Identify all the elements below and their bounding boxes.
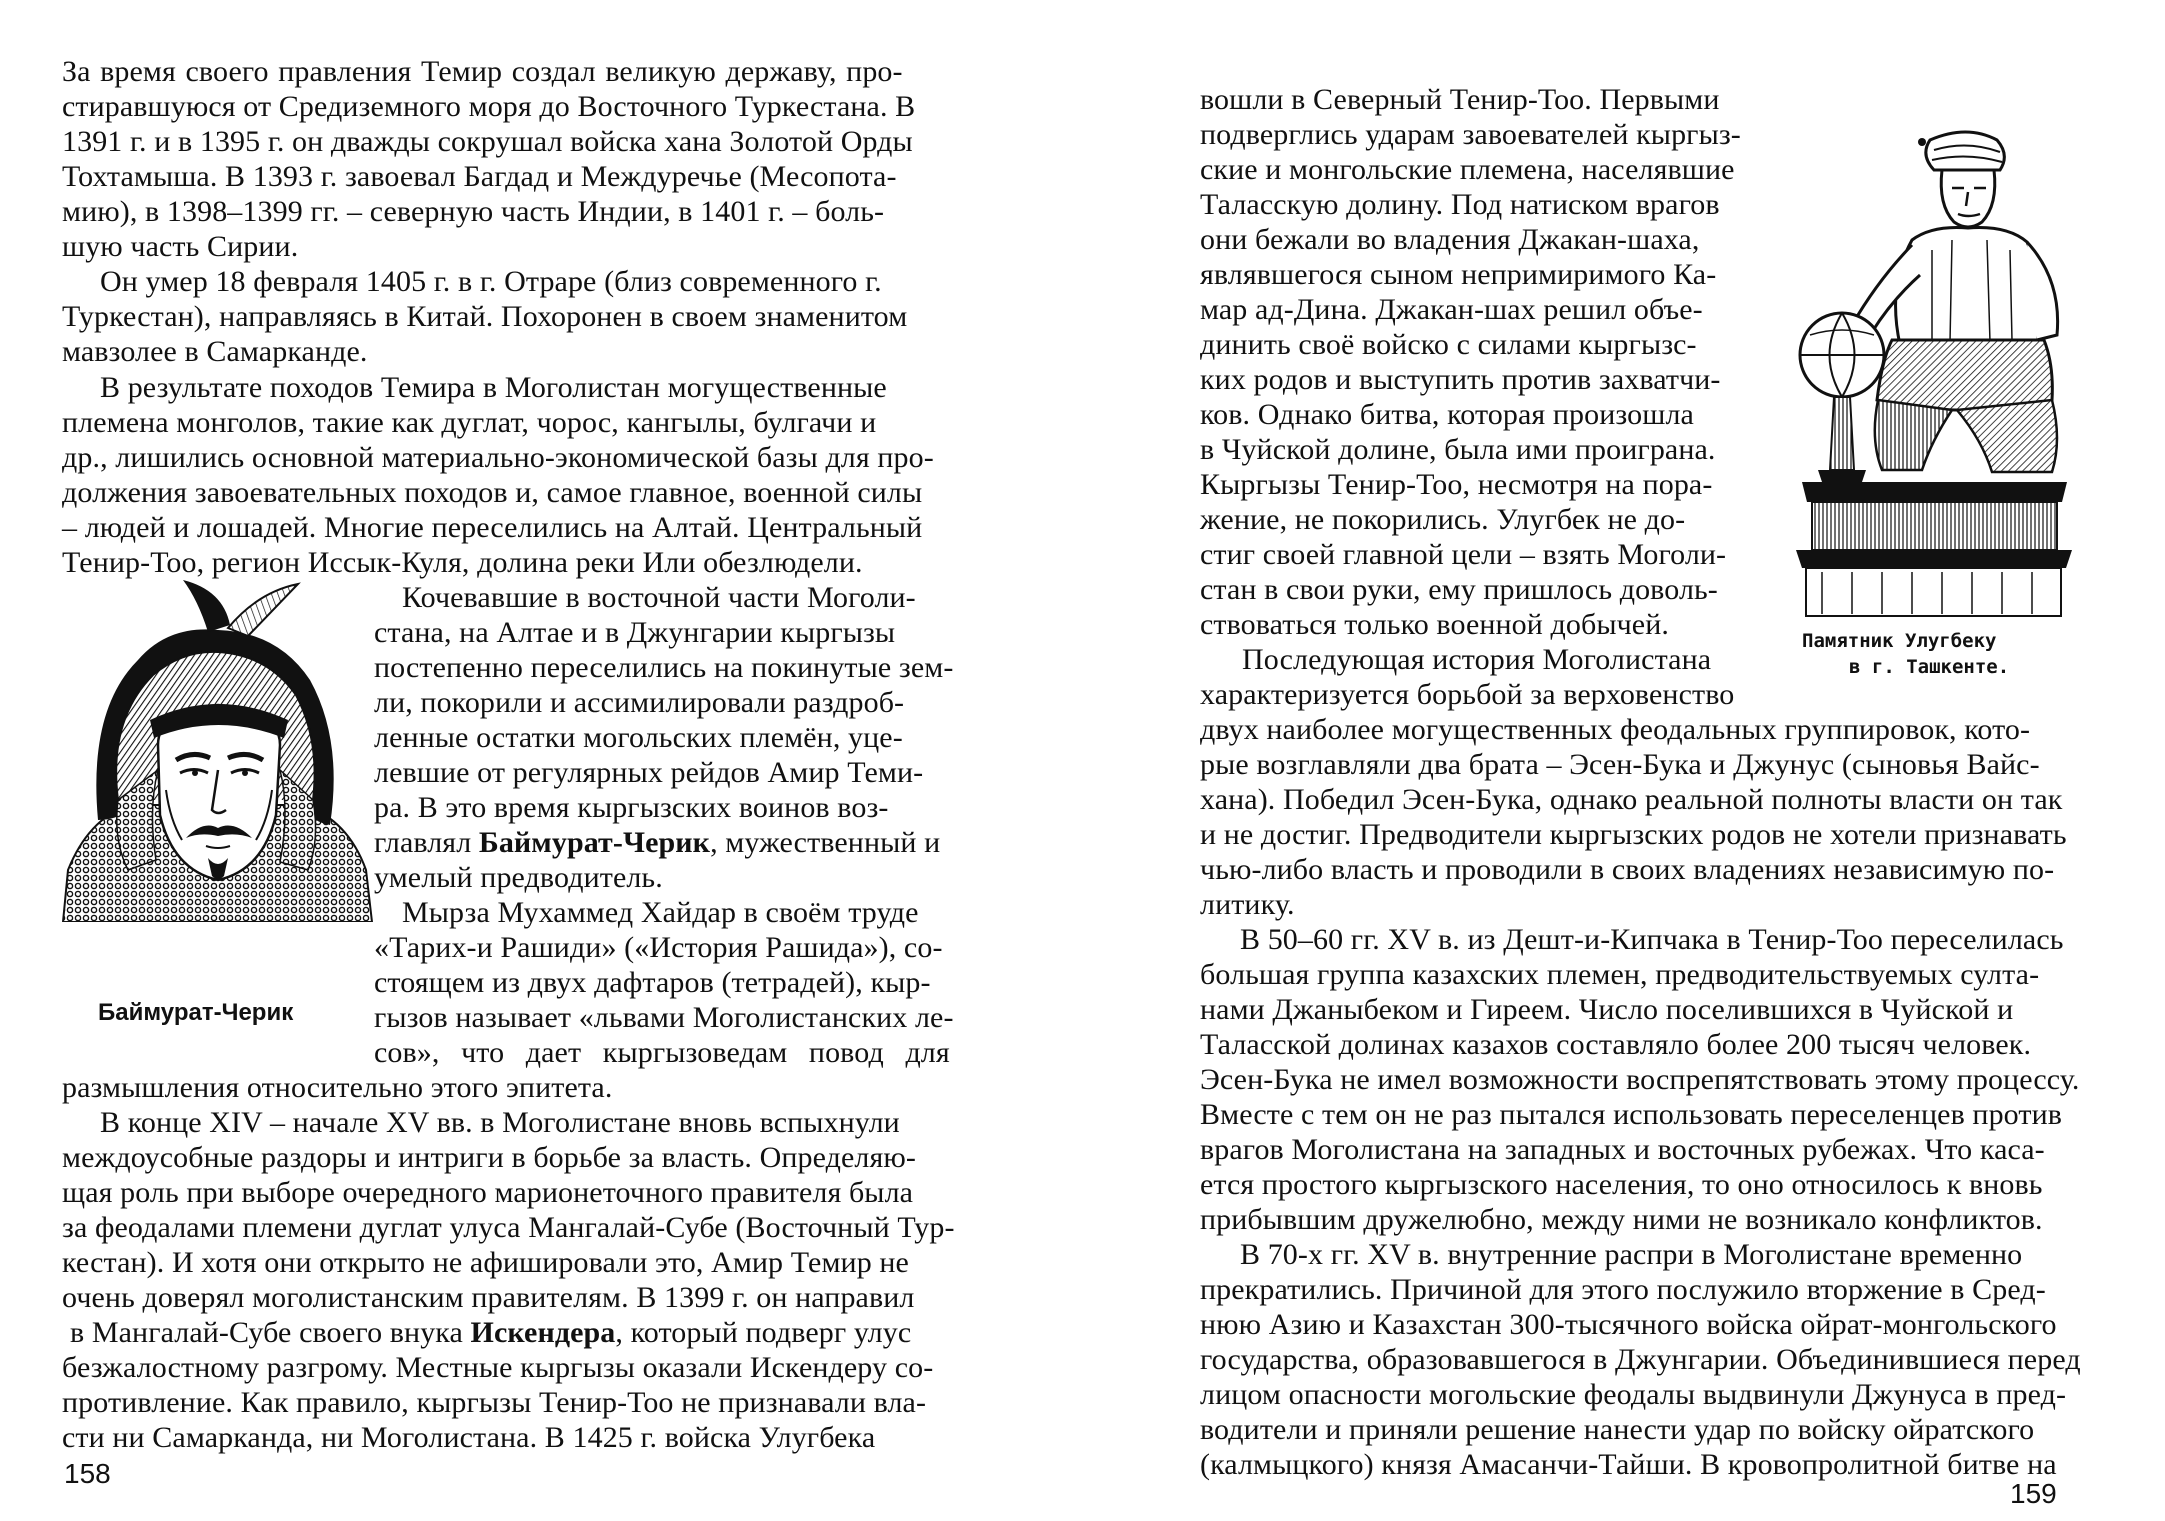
monument-caption-line2: в г. Ташкенте.: [1849, 656, 2010, 678]
text-line: Последующая история Моголистана: [1242, 643, 1712, 676]
left-page: [0, 0, 1082, 1521]
text-line: [374, 825, 940, 861]
text-segment: в Мангалай-Субе своего внука: [70, 1316, 471, 1349]
text-line: безжалостному разгрому. Местные кыргызы оказали Искендеру со-: [62, 1351, 934, 1384]
text-line: Кыргызы Тенир-Тоо, несмотря на пора-: [1200, 468, 1713, 501]
text-line: (калмыцкого) князя Амасанчи-Тайши. В кровопролитной битве на: [1200, 1448, 2057, 1481]
text-line: подверглись ударам завоевателей кыргыз-: [1200, 118, 1741, 151]
text-line: прекратились. Причиной для этого послужило вторжение в Сред-: [1200, 1273, 2046, 1306]
text-line: противление. Как правило, кыргызы Тенир-Тоо не признавали вла-: [62, 1386, 927, 1419]
text-segment: главлял: [374, 826, 479, 859]
text-line: племена монголов, такие как дуглат, чорос, кангылы, булгачи и: [62, 406, 877, 439]
text-line: ков. Однако битва, которая произошла: [1200, 398, 1694, 431]
text-line: очень доверял моголистанским правителям. В 1399 г. он направил: [62, 1281, 915, 1314]
text-line: стиг своей главной цели – взять Моголи-: [1200, 538, 1727, 571]
text-line: стан в свои руки, ему пришлось доволь-: [1200, 573, 1718, 606]
text-line: сти ни Самарканда, ни Моголистана. В 1425 г. войска Улугбека: [62, 1421, 876, 1454]
text-line: стиравшуюся от Средиземного моря до Восточного Туркестана. В: [62, 90, 916, 123]
text-line: размышления относительно этого эпитета.: [62, 1071, 613, 1104]
text-line: врагов Моголистана на западных и восточных рубежах. Что каса-: [1200, 1133, 2045, 1166]
text-line: Туркестан), направляясь в Китай. Похоронен в своем знаменитом: [62, 300, 908, 333]
text-line: динить своё войско с силами кыргызс-: [1200, 328, 1697, 361]
text-line: жение, не покорились. Улугбек не до-: [1200, 503, 1686, 536]
text-line: Вместе с тем он не раз пытался использовать переселенцев против: [1200, 1098, 2063, 1131]
text-line: умелый предводитель.: [374, 861, 663, 894]
text-line: чью-либо власть и проводили в своих владениях независимую по-: [1200, 853, 2055, 886]
text-line: ли, покорили и ассимилировали раздроб-: [374, 686, 905, 719]
text-line: ствоваться только военной добычей.: [1200, 608, 1669, 641]
portrait-caption: Баймурат-Черик: [98, 999, 294, 1026]
text-line: Тенир-Тоо, регион Иссык-Куля, долина реки Или обезлюдели.: [62, 546, 863, 579]
text-line: двух наиболее могущественных феодальных группировок, кото-: [1200, 713, 2031, 746]
text-line: большая группа казахских племен, предводительствуемых султа-: [1200, 958, 2040, 991]
text-line: ские и монгольские племена, населявшие: [1200, 153, 1735, 186]
text-line: др., лишились основной материально-экономической базы для про-: [62, 441, 934, 474]
text-line: стана, на Алтае и в Джунгарии кыргызы: [374, 616, 896, 649]
text-line: вошли в Северный Тенир-Тоо. Первыми: [1200, 83, 1720, 116]
text-line: В 70-х гг. XV в. внутренние распри в Моголистане временно: [1240, 1238, 2023, 1271]
text-line: водители и приняли решение нанести удар по войску ойратского: [1200, 1413, 2035, 1446]
text-line: Он умер 18 февраля 1405 г. в г. Отраре (близ современного г.: [100, 265, 882, 298]
text-line: ется простого кыргызского населения, то оно относилось к вновь: [1200, 1168, 2043, 1201]
text-line: [70, 1315, 911, 1351]
text-line: кестан). И хотя они открыто не афишировали это, Амир Темир не: [62, 1246, 909, 1279]
monument-illustration: [1782, 110, 2082, 620]
text-line: левшие от регулярных рейдов Амир Теми-: [374, 756, 924, 789]
text-segment: , мужественный и: [710, 826, 941, 859]
person-name-iskender: Искендера: [470, 1316, 616, 1349]
text-line: ких родов и выступить против захватчи-: [1200, 363, 1721, 396]
text-line: прибывшим дружелюбно, между ними не возникало конфликтов.: [1200, 1203, 2043, 1236]
text-line: В результате походов Темира в Моголистан могущественные: [100, 371, 887, 404]
page-number-left: 158: [64, 1458, 111, 1489]
text-line: ра. В это время кыргызских воинов воз-: [374, 791, 889, 824]
text-line: «Тарих-и Рашиди» («История Рашида»), со-: [374, 931, 943, 964]
text-line: нами Джаныбеком и Гиреем. Число поселившихся в Чуйской и: [1200, 993, 2014, 1026]
text-line: мию), в 1398–1399 гг. – северную часть Индии, в 1401 г. – боль-: [62, 195, 885, 228]
text-line: характеризуется борьбой за верховенство: [1200, 678, 1735, 711]
text-line: они бежали во владения Джакан-шаха,: [1200, 223, 1700, 256]
text-line: В конце XIV – начале XV вв. в Моголистане вновь вспыхнули: [100, 1106, 900, 1139]
portrait-baimurat-cherik: [58, 570, 374, 922]
text-line: лицом опасности могольские феодалы выдвинули Джунуса в пред-: [1200, 1378, 2067, 1411]
text-line: Кочевавшие в восточной части Моголи-: [402, 581, 916, 614]
person-name-baimurat: Баймурат-Черик: [478, 826, 711, 859]
text-line: шую часть Сирии.: [62, 230, 299, 263]
text-line: Таласской долинах казахов составляло более 200 тысяч человек.: [1200, 1028, 2032, 1061]
text-line: Тохтамыша. В 1393 г. завоевал Багдад и Междуречье (Месопота-: [62, 160, 897, 193]
text-line: сов», что дает кыргызоведам повод для: [374, 1036, 950, 1069]
text-line: являвшегося сыном непримиримого Ка-: [1200, 258, 1717, 291]
text-line: хана). Победил Эсен-Бука, однако реальной полноты власти он так: [1200, 783, 2063, 816]
text-line: нюю Азию и Казахстан 300-тысячного войска ойрат-монгольского: [1200, 1308, 2057, 1341]
text-segment: , который подверг улус: [615, 1316, 912, 1349]
right-page: [1082, 0, 2165, 1521]
text-line: Таласскую долину. Под натиском врагов: [1200, 188, 1720, 221]
text-line: должения завоевательных походов и, самое главное, военной силы: [62, 476, 923, 509]
text-line: за феодалами племени дуглат улуса Мангалай-Субе (Восточный Тур-: [62, 1211, 955, 1244]
text-line: стоящем из двух дафтаров (тетрадей), кыр-: [374, 966, 931, 999]
text-line: ленные остатки могольских племён, уце-: [374, 721, 903, 754]
text-line: мар ад-Дина. Джакан-шах решил объе-: [1200, 293, 1703, 326]
text-line: литику.: [1200, 888, 1295, 921]
text-line: постепенно переселились на покинутые зем-: [374, 651, 954, 684]
text-line: междоусобные раздоры и интриги в борьбе за власть. Определяю-: [62, 1141, 916, 1174]
text-line: и не достиг. Предводители кыргызских родов не хотели признавать: [1200, 818, 2067, 851]
text-line: 1391 г. и в 1395 г. он дважды сокрушал войска хана Золотой Орды: [62, 125, 913, 158]
text-line: Мырза Мухаммед Хайдар в своём труде: [402, 896, 919, 929]
text-line: – людей и лошадей. Многие переселились на Алтай. Центральный: [62, 511, 923, 544]
text-line: в Чуйской долине, была ими проиграна.: [1200, 433, 1716, 466]
monument-caption-line1: Памятник Улугбеку: [1802, 630, 1997, 652]
page-number-right: 159: [2010, 1478, 2057, 1509]
text-line: В 50–60 гг. XV в. из Дешт-и-Кипчака в Тенир-Тоо переселилась: [1240, 923, 2064, 956]
text-line: мавзолее в Самарканде.: [62, 335, 368, 368]
text-line: государства, образовавшегося в Джунгарии. Объединившиеся перед: [1200, 1343, 2081, 1376]
text-line: гызов называет «львами Моголистанских ле-: [374, 1001, 954, 1034]
text-line: рые возглавляли два брата – Эсен-Бука и Джунус (сыновья Вайс-: [1200, 748, 2040, 781]
text-line: Эсен-Бука не имел возможности воспрепятствовать этому процессу.: [1200, 1063, 2080, 1096]
text-line: щая роль при выборе очередного марионеточного правителя была: [62, 1176, 914, 1209]
text-line: За время своего правления Темир создал великую державу, про-: [62, 55, 903, 88]
